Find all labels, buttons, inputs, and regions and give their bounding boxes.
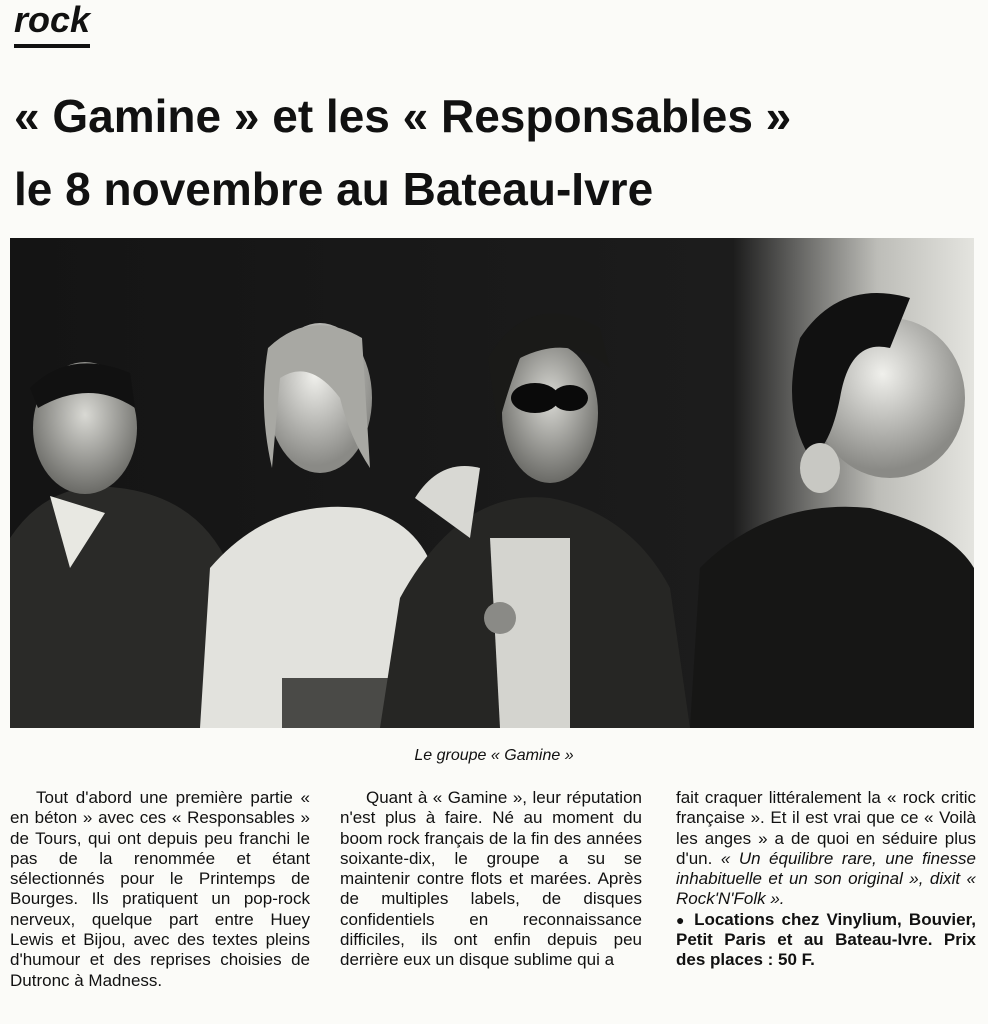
headline-line-1: « Gamine » et les « Responsables » [14, 90, 792, 142]
band-photo [10, 238, 974, 728]
press-quote-dixit: dixit [929, 869, 961, 889]
article-column-2 [340, 788, 642, 971]
article-paragraph-2: Quant à « Gamine », leur réputation n'est plus à faire. Né au moment du boom rock français de la fin des années soixante-dix, le groupe a su se maintenir contre flots et marées. Après de multiples labels, de disques confidentiels en reconnaissance difficiles, ils ont enfin depuis peu derrière eux un disque sublime qui a [340, 788, 642, 970]
press-quote-source: « Rock'N'Folk ». [676, 869, 976, 909]
bullet-icon: ● [676, 911, 687, 928]
article-paragraph-3 [676, 788, 976, 910]
press-quote: « Un équilibre rare, une finesse inhabituelle et un son original », [676, 848, 977, 889]
section-label: rock [14, 0, 90, 48]
photo-caption: Le groupe « Gamine » [414, 747, 574, 764]
article-text-3a: fait craquer littéralement la « rock critic française ». Et il est vrai que ce « Voilà les anges » a de quoi en séduire plus d'un. [676, 788, 976, 868]
article-column-1 [10, 788, 310, 991]
article-paragraph-1: Tout d'abord une première partie « en béton » avec ces « Responsables » de Tours, qui ont depuis peu franchi le pas de la renommée et étant sélectionnés pour le Printemps de Bourges. Ils pratiquent un pop-rock nerveux, quelque part entre Huey Lewis et Bijou, avec des textes pleins d'humour et des reprises choisies de Dutronc à Madness. [10, 788, 310, 990]
ticket-info [676, 910, 976, 971]
ticket-info-text: Locations chez Vinylium, Bouvier, Petit Paris et au Bateau-Ivre. Prix des places : 50 F. [676, 909, 976, 970]
article-column-3 [676, 788, 976, 971]
headline-line-2: le 8 novembre au Bateau-Ivre [14, 163, 654, 215]
headline [14, 80, 974, 226]
band-photo-illustration [10, 238, 974, 728]
